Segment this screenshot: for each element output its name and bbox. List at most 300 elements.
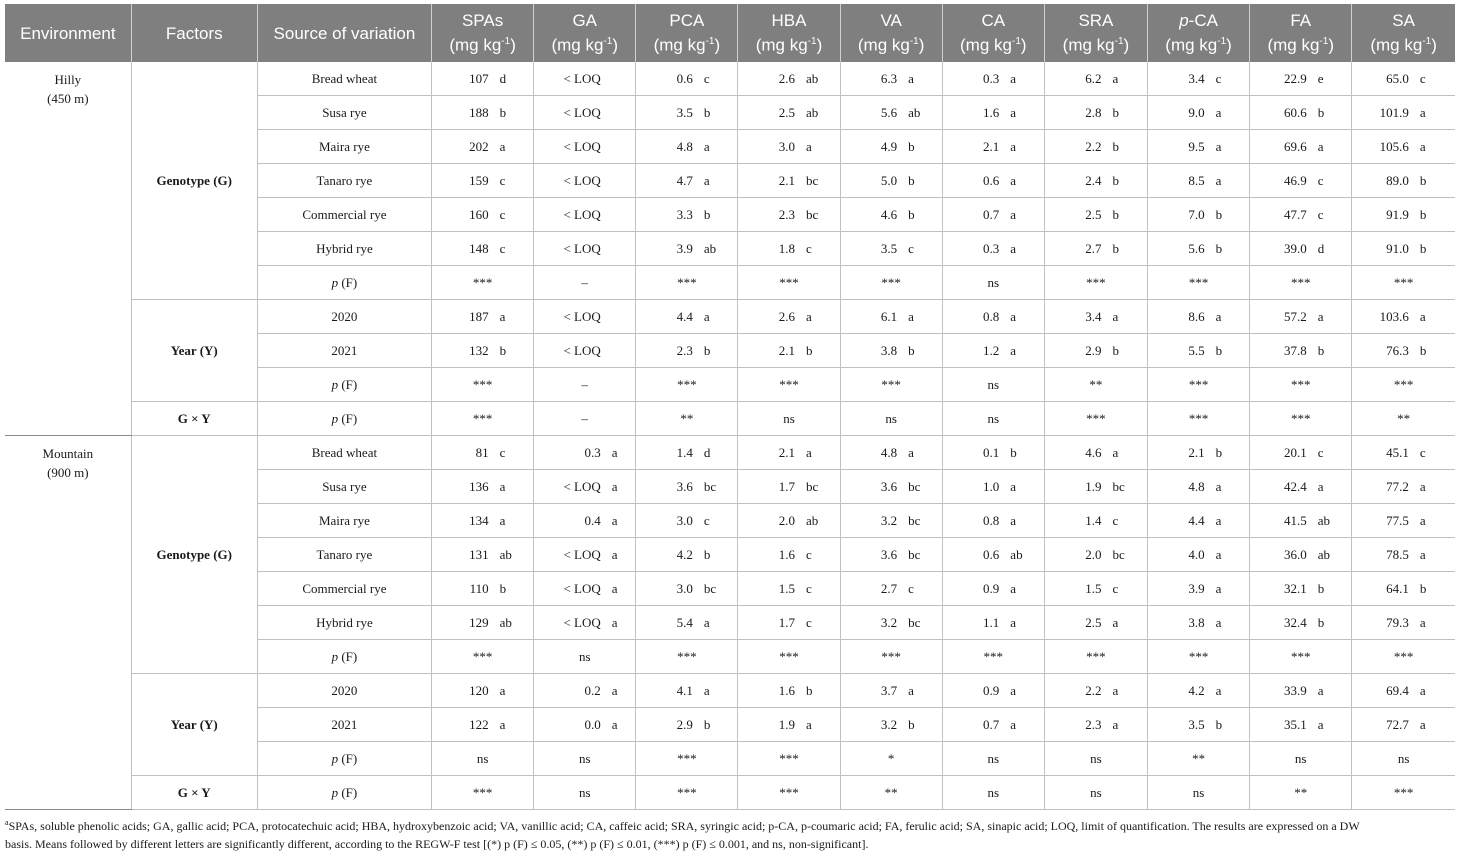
letter-cell: a bbox=[606, 572, 636, 606]
letter-cell: a bbox=[606, 538, 636, 572]
value-cell: 3.6 bbox=[636, 470, 698, 504]
header-label: HBA bbox=[771, 11, 807, 31]
source-cell: Hybrid rye bbox=[257, 606, 431, 640]
value-cell: 0.3 bbox=[534, 436, 606, 470]
letter-cell: b bbox=[1312, 334, 1352, 368]
factor-cell: G × Y bbox=[131, 776, 257, 810]
environment-name: Mountain bbox=[42, 446, 94, 461]
value-cell: < LOQ bbox=[534, 164, 606, 198]
value-cell: 72.7 bbox=[1352, 708, 1414, 742]
p-label: p bbox=[331, 274, 339, 290]
letter-cell: a bbox=[902, 674, 942, 708]
unit-text: (mg kg bbox=[857, 35, 910, 55]
p-value-cell: *** bbox=[432, 402, 534, 436]
value-cell: 4.2 bbox=[636, 538, 698, 572]
p-value-cell: *** bbox=[840, 266, 942, 300]
source-cell: 2020 bbox=[257, 300, 431, 334]
value-cell: 0.7 bbox=[942, 708, 1004, 742]
factor-cell: Genotype (G) bbox=[131, 62, 257, 300]
unit-close: ) bbox=[1431, 35, 1437, 55]
header-label: FA bbox=[1290, 11, 1312, 31]
letter-cell: bc bbox=[800, 198, 840, 232]
value-cell: 1.9 bbox=[1044, 470, 1106, 504]
unit-exponent: -1 bbox=[705, 36, 715, 48]
value-cell: 5.6 bbox=[840, 96, 902, 130]
header-source-of-variation: Source of variation bbox=[257, 4, 431, 62]
value-cell: 0.2 bbox=[534, 674, 606, 708]
letter-cell: d bbox=[494, 62, 534, 96]
p-value-cell: ns bbox=[942, 776, 1044, 810]
footnote-text-1: SPAs, soluble phenolic acids; GA, gallic acid; PCA, protocatechuic acid; HBA, hydroxybenzoic acid; VA, vanillic acid; CA, caffeic acid; SRA, syringic acid; p-CA, p-coumaric acid; FA, ferulic acid; SA, sinapic acid; LOQ, limit of quantification. The results are expressed on a DW bbox=[8, 819, 1360, 833]
p-label: p bbox=[331, 784, 339, 800]
unit-close: ) bbox=[816, 35, 823, 55]
header-unit bbox=[1254, 31, 1347, 56]
environment-cell bbox=[5, 436, 131, 810]
p-value-cell: *** bbox=[432, 266, 534, 300]
source-cell: Susa rye bbox=[257, 470, 431, 504]
unit-text: (mg kg bbox=[1062, 35, 1115, 55]
unit-exponent: -1 bbox=[1422, 36, 1432, 48]
value-cell: 3.0 bbox=[636, 572, 698, 606]
letter-cell: a bbox=[1004, 130, 1044, 164]
value-cell: 41.5 bbox=[1250, 504, 1312, 538]
source-cell: 2020 bbox=[257, 674, 431, 708]
unit-text: (mg kg bbox=[551, 35, 604, 55]
letter-cell: a bbox=[698, 300, 738, 334]
header-fa bbox=[1250, 4, 1352, 62]
letter-cell: bc bbox=[1106, 538, 1147, 572]
value-cell: 2.6 bbox=[738, 62, 800, 96]
value-cell: 0.7 bbox=[942, 198, 1004, 232]
p-value-cell: *** bbox=[1352, 266, 1455, 300]
letter-cell: a bbox=[1106, 436, 1147, 470]
letter-cell: bc bbox=[1106, 470, 1147, 504]
p-value-cell: *** bbox=[942, 640, 1044, 674]
letter-cell: a bbox=[1210, 470, 1250, 504]
header-factors: Factors bbox=[131, 4, 257, 62]
p-value-cell: *** bbox=[840, 640, 942, 674]
phenolic-acids-table bbox=[5, 4, 1455, 810]
header-label: SRA bbox=[1078, 11, 1114, 31]
unit-exponent: -1 bbox=[501, 36, 511, 48]
letter-cell: ab bbox=[494, 606, 534, 640]
value-cell: 35.1 bbox=[1250, 708, 1312, 742]
value-cell: 1.4 bbox=[636, 436, 698, 470]
p-value-cell: *** bbox=[738, 742, 840, 776]
p-value-cell: ns bbox=[942, 402, 1044, 436]
p-value-cell: *** bbox=[432, 776, 534, 810]
value-cell: 77.2 bbox=[1352, 470, 1414, 504]
letter-cell: b bbox=[1312, 572, 1352, 606]
letter-cell: a bbox=[1312, 674, 1352, 708]
letter-cell: b bbox=[1210, 334, 1250, 368]
letter-cell: a bbox=[1004, 334, 1044, 368]
value-cell: 1.5 bbox=[738, 572, 800, 606]
letter-cell: b bbox=[1414, 198, 1455, 232]
letter-cell: b bbox=[902, 130, 942, 164]
value-cell: 5.6 bbox=[1148, 232, 1210, 266]
letter-cell: a bbox=[606, 708, 636, 742]
letter-cell: a bbox=[1312, 470, 1352, 504]
value-cell: 3.8 bbox=[1148, 606, 1210, 640]
value-cell: 120 bbox=[432, 674, 494, 708]
letter-cell: a bbox=[494, 300, 534, 334]
letter-cell: a bbox=[800, 300, 840, 334]
value-cell: < LOQ bbox=[534, 232, 606, 266]
p-value-cell: *** bbox=[636, 776, 738, 810]
value-cell: 0.8 bbox=[942, 300, 1004, 334]
value-cell: 5.5 bbox=[1148, 334, 1210, 368]
source-cell: Hybrid rye bbox=[257, 232, 431, 266]
source-cell: 2021 bbox=[257, 334, 431, 368]
footnote-marker: a bbox=[5, 818, 9, 827]
unit-exponent: -1 bbox=[603, 36, 613, 48]
letter-cell bbox=[606, 198, 636, 232]
source-cell: Susa rye bbox=[257, 96, 431, 130]
value-cell: 6.2 bbox=[1044, 62, 1106, 96]
p-value-cell: ns bbox=[1148, 776, 1250, 810]
header-hba bbox=[738, 4, 840, 62]
letter-cell: c bbox=[494, 436, 534, 470]
p-value-cell: ns bbox=[942, 742, 1044, 776]
unit-exponent: -1 bbox=[1319, 36, 1329, 48]
letter-cell: a bbox=[606, 470, 636, 504]
letter-cell: b bbox=[1210, 198, 1250, 232]
f-label: (F) bbox=[338, 410, 358, 426]
unit-text: (mg kg bbox=[1165, 35, 1218, 55]
source-cell: Tanaro rye bbox=[257, 164, 431, 198]
letter-cell: a bbox=[1414, 96, 1455, 130]
p-value-cell: *** bbox=[432, 368, 534, 402]
table-row bbox=[5, 300, 1455, 334]
letter-cell: c bbox=[698, 62, 738, 96]
p-value-cell: ** bbox=[1044, 368, 1147, 402]
value-cell: 0.9 bbox=[942, 572, 1004, 606]
letter-cell: a bbox=[800, 708, 840, 742]
value-cell: 160 bbox=[432, 198, 494, 232]
p-value-cell: *** bbox=[1044, 402, 1147, 436]
letter-cell: a bbox=[1210, 164, 1250, 198]
letter-cell: a bbox=[698, 606, 738, 640]
unit-text: (mg kg bbox=[960, 35, 1012, 55]
header-unit bbox=[1049, 31, 1143, 56]
value-cell: 9.5 bbox=[1148, 130, 1210, 164]
letter-cell: c bbox=[1414, 62, 1455, 96]
value-cell: < LOQ bbox=[534, 538, 606, 572]
letter-cell: b bbox=[902, 164, 942, 198]
factor-cell: G × Y bbox=[131, 402, 257, 436]
value-cell: < LOQ bbox=[534, 470, 606, 504]
unit-close: ) bbox=[612, 35, 618, 55]
value-cell: 148 bbox=[432, 232, 494, 266]
value-cell: 2.7 bbox=[840, 572, 902, 606]
letter-cell: a bbox=[1414, 606, 1455, 640]
p-value-cell: *** bbox=[1148, 266, 1250, 300]
letter-cell: b bbox=[1414, 164, 1455, 198]
p-value-cell: *** bbox=[1352, 368, 1455, 402]
value-cell: 131 bbox=[432, 538, 494, 572]
value-cell: 0.9 bbox=[942, 674, 1004, 708]
value-cell: 4.6 bbox=[840, 198, 902, 232]
value-cell: 110 bbox=[432, 572, 494, 606]
letter-cell: b bbox=[1312, 96, 1352, 130]
letter-cell: b bbox=[698, 96, 738, 130]
letter-cell: a bbox=[698, 164, 738, 198]
value-cell: 2.8 bbox=[1044, 96, 1106, 130]
unit-text: (mg kg bbox=[653, 35, 706, 55]
unit-close: ) bbox=[510, 35, 516, 55]
value-cell: 3.5 bbox=[840, 232, 902, 266]
letter-cell: a bbox=[1414, 300, 1455, 334]
value-cell: 2.1 bbox=[942, 130, 1004, 164]
f-label: (F) bbox=[338, 750, 358, 766]
letter-cell: bc bbox=[800, 164, 840, 198]
letter-cell: ab bbox=[1312, 504, 1352, 538]
letter-cell: c bbox=[800, 572, 840, 606]
source-cell: Maira rye bbox=[257, 130, 431, 164]
letter-cell: a bbox=[1004, 300, 1044, 334]
letter-cell: a bbox=[1106, 62, 1147, 96]
letter-cell: a bbox=[1312, 708, 1352, 742]
header-ca bbox=[942, 4, 1044, 62]
letter-cell: b bbox=[1414, 334, 1455, 368]
value-cell: 0.6 bbox=[942, 538, 1004, 572]
value-cell: 3.5 bbox=[1148, 708, 1210, 742]
letter-cell: a bbox=[606, 674, 636, 708]
source-cell bbox=[257, 640, 431, 674]
f-label: (F) bbox=[338, 274, 358, 290]
letter-cell: a bbox=[1210, 504, 1250, 538]
value-cell: 6.3 bbox=[840, 62, 902, 96]
value-cell: < LOQ bbox=[534, 62, 606, 96]
value-cell: 1.7 bbox=[738, 470, 800, 504]
letter-cell: a bbox=[606, 606, 636, 640]
p-label: p bbox=[331, 410, 339, 426]
value-cell: 5.0 bbox=[840, 164, 902, 198]
value-cell: 91.0 bbox=[1352, 232, 1414, 266]
f-label: (F) bbox=[338, 376, 358, 392]
value-cell: 4.8 bbox=[636, 130, 698, 164]
value-cell: 2.4 bbox=[1044, 164, 1106, 198]
value-cell: 0.0 bbox=[534, 708, 606, 742]
table-row bbox=[5, 436, 1455, 470]
letter-cell: a bbox=[606, 504, 636, 538]
p-value-cell: *** bbox=[1044, 266, 1147, 300]
header-label-rest: -CA bbox=[1188, 11, 1218, 31]
value-cell: 37.8 bbox=[1250, 334, 1312, 368]
letter-cell: a bbox=[1210, 674, 1250, 708]
value-cell: 0.3 bbox=[942, 232, 1004, 266]
letter-cell: ab bbox=[800, 62, 840, 96]
header-unit bbox=[436, 31, 529, 56]
p-value-cell: *** bbox=[1352, 776, 1455, 810]
footnote-line-2: basis. Means followed by different letters are significantly different, according to the REGW-F test [(*) p (F) ≤ 0.05, (**) p (F) ≤ 0.01, (***) p (F) ≤ 0.001, and ns, non-significant]. bbox=[5, 837, 869, 851]
value-cell: 187 bbox=[432, 300, 494, 334]
value-cell: 2.6 bbox=[738, 300, 800, 334]
value-cell: 0.6 bbox=[942, 164, 1004, 198]
letter-cell: c bbox=[902, 232, 942, 266]
unit-close: ) bbox=[1328, 35, 1334, 55]
value-cell: 0.3 bbox=[942, 62, 1004, 96]
letter-cell: a bbox=[800, 436, 840, 470]
f-label: (F) bbox=[338, 648, 358, 664]
letter-cell: a bbox=[1414, 674, 1455, 708]
factor-cell: Year (Y) bbox=[131, 674, 257, 776]
source-cell: Tanaro rye bbox=[257, 538, 431, 572]
unit-close: ) bbox=[1123, 35, 1130, 55]
value-cell: 4.4 bbox=[1148, 504, 1210, 538]
value-cell: 2.1 bbox=[1148, 436, 1210, 470]
letter-cell: bc bbox=[902, 470, 942, 504]
p-value-cell: ns bbox=[534, 640, 636, 674]
value-cell: 3.0 bbox=[738, 130, 800, 164]
value-cell: 4.9 bbox=[840, 130, 902, 164]
p-value-cell: *** bbox=[1148, 640, 1250, 674]
value-cell: 1.5 bbox=[1044, 572, 1106, 606]
unit-text: (mg kg bbox=[755, 35, 808, 55]
letter-cell: a bbox=[1106, 708, 1147, 742]
letter-cell: b bbox=[1210, 232, 1250, 266]
unit-exponent: -1 bbox=[1217, 36, 1227, 48]
table-row bbox=[5, 62, 1455, 96]
p-value-cell: *** bbox=[1352, 640, 1455, 674]
value-cell: 3.6 bbox=[840, 538, 902, 572]
letter-cell: c bbox=[494, 198, 534, 232]
value-cell: 3.5 bbox=[636, 96, 698, 130]
source-cell: Bread wheat bbox=[257, 436, 431, 470]
value-cell: 4.2 bbox=[1148, 674, 1210, 708]
value-cell: 2.7 bbox=[1044, 232, 1106, 266]
letter-cell: b bbox=[1414, 232, 1455, 266]
unit-close: ) bbox=[1226, 35, 1232, 55]
value-cell: 3.7 bbox=[840, 674, 902, 708]
value-cell: 2.3 bbox=[738, 198, 800, 232]
letter-cell bbox=[606, 334, 636, 368]
value-cell: 76.3 bbox=[1352, 334, 1414, 368]
table-body bbox=[5, 62, 1455, 810]
letter-cell: a bbox=[494, 130, 534, 164]
value-cell: 79.3 bbox=[1352, 606, 1414, 640]
value-cell: 4.8 bbox=[1148, 470, 1210, 504]
table-header bbox=[5, 4, 1455, 62]
letter-cell: a bbox=[902, 436, 942, 470]
unit-close: ) bbox=[918, 35, 925, 55]
value-cell: 77.5 bbox=[1352, 504, 1414, 538]
header-row bbox=[5, 4, 1455, 62]
value-cell: 47.7 bbox=[1250, 198, 1312, 232]
letter-cell: c bbox=[800, 538, 840, 572]
value-cell: 69.6 bbox=[1250, 130, 1312, 164]
letter-cell: ab bbox=[902, 96, 942, 130]
letter-cell bbox=[606, 96, 636, 130]
header-unit bbox=[742, 31, 835, 56]
value-cell: 3.0 bbox=[636, 504, 698, 538]
letter-cell: b bbox=[494, 96, 534, 130]
table-row bbox=[5, 674, 1455, 708]
letter-cell: a bbox=[1106, 674, 1147, 708]
environment-altitude: (900 m) bbox=[47, 465, 89, 480]
letter-cell: a bbox=[1414, 708, 1455, 742]
value-cell: 136 bbox=[432, 470, 494, 504]
value-cell: 1.6 bbox=[738, 538, 800, 572]
environment-cell bbox=[5, 62, 131, 436]
environment-altitude: (450 m) bbox=[47, 91, 89, 106]
letter-cell: bc bbox=[902, 504, 942, 538]
letter-cell: c bbox=[1312, 198, 1352, 232]
value-cell: 3.4 bbox=[1148, 62, 1210, 96]
value-cell: 4.7 bbox=[636, 164, 698, 198]
value-cell: 129 bbox=[432, 606, 494, 640]
p-value-cell: ns bbox=[1044, 776, 1147, 810]
p-value-cell: ** bbox=[840, 776, 942, 810]
source-cell: Commercial rye bbox=[257, 572, 431, 606]
letter-cell: c bbox=[902, 572, 942, 606]
letter-cell: c bbox=[698, 504, 738, 538]
unit-exponent: -1 bbox=[1011, 36, 1021, 48]
value-cell: 134 bbox=[432, 504, 494, 538]
p-value-cell: *** bbox=[1148, 368, 1250, 402]
value-cell: 202 bbox=[432, 130, 494, 164]
value-cell: 1.7 bbox=[738, 606, 800, 640]
letter-cell: b bbox=[800, 334, 840, 368]
value-cell: 2.3 bbox=[1044, 708, 1106, 742]
letter-cell: a bbox=[1414, 470, 1455, 504]
value-cell: 2.0 bbox=[738, 504, 800, 538]
letter-cell: b bbox=[1312, 606, 1352, 640]
value-cell: 2.9 bbox=[636, 708, 698, 742]
letter-cell: bc bbox=[902, 538, 942, 572]
value-cell: 3.9 bbox=[1148, 572, 1210, 606]
letter-cell: a bbox=[1004, 62, 1044, 96]
value-cell: 57.2 bbox=[1250, 300, 1312, 334]
p-value-cell: *** bbox=[840, 368, 942, 402]
value-cell: 1.9 bbox=[738, 708, 800, 742]
header-environment: Environment bbox=[5, 4, 131, 62]
letter-cell: a bbox=[1004, 708, 1044, 742]
letter-cell: a bbox=[1004, 198, 1044, 232]
p-value-cell: ns bbox=[840, 402, 942, 436]
value-cell: < LOQ bbox=[534, 572, 606, 606]
value-cell: 8.6 bbox=[1148, 300, 1210, 334]
value-cell: 33.9 bbox=[1250, 674, 1312, 708]
letter-cell: b bbox=[1106, 198, 1147, 232]
header-ga bbox=[534, 4, 636, 62]
letter-cell: c bbox=[1106, 504, 1147, 538]
value-cell: 2.3 bbox=[636, 334, 698, 368]
letter-cell: b bbox=[1106, 334, 1147, 368]
p-value-cell: ns bbox=[942, 368, 1044, 402]
p-value-cell: ** bbox=[636, 402, 738, 436]
p-value-cell: *** bbox=[1250, 640, 1352, 674]
value-cell: 2.0 bbox=[1044, 538, 1106, 572]
letter-cell: b bbox=[800, 674, 840, 708]
header-label: VA bbox=[880, 11, 902, 31]
letter-cell: e bbox=[1312, 62, 1352, 96]
letter-cell: b bbox=[698, 334, 738, 368]
p-value-cell: *** bbox=[738, 266, 840, 300]
letter-cell: a bbox=[494, 674, 534, 708]
header-label: GA bbox=[572, 11, 598, 31]
p-value-cell: ns bbox=[1352, 742, 1455, 776]
header-sa bbox=[1352, 4, 1455, 62]
letter-cell: c bbox=[1106, 572, 1147, 606]
value-cell: 81 bbox=[432, 436, 494, 470]
p-value-cell: * bbox=[840, 742, 942, 776]
unit-exponent: -1 bbox=[1114, 36, 1124, 48]
value-cell: 4.0 bbox=[1148, 538, 1210, 572]
unit-text: (mg kg bbox=[449, 35, 502, 55]
letter-cell: c bbox=[1210, 62, 1250, 96]
